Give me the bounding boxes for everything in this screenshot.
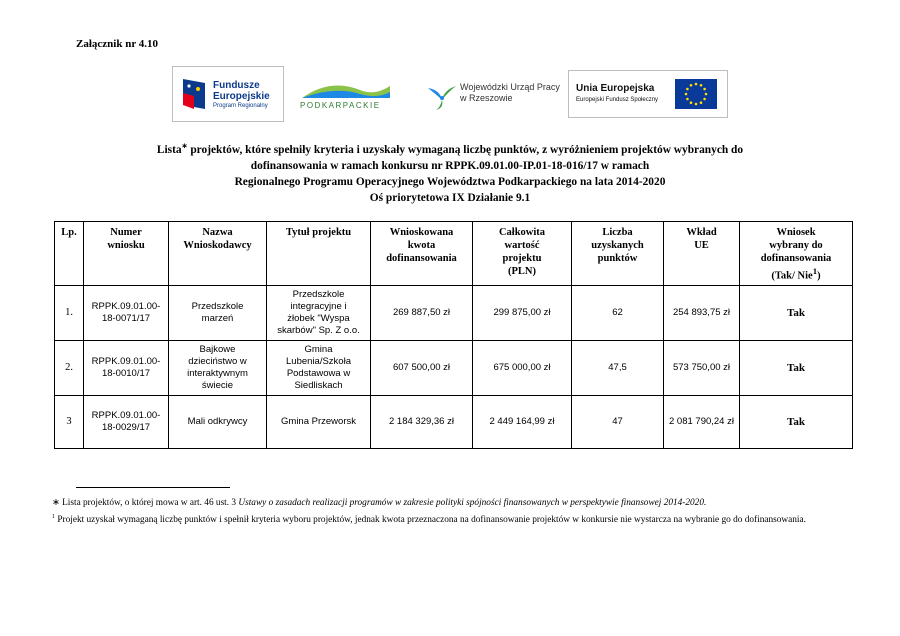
attachment-label: Załącznik nr 4.10 bbox=[76, 38, 159, 50]
header-kwota: Wnioskowana kwota dofinansowania bbox=[371, 222, 473, 286]
cell-tytul: Przedszkole integracyjne i żłobek "Wyspa skarbów" Sp. Z o.o. bbox=[267, 286, 371, 341]
header-numer: Numer wniosku bbox=[84, 222, 169, 286]
cell-wartosc: 299 875,00 zł bbox=[473, 286, 572, 341]
cell-tytul: Gmina Lubenia/Szkoła Podstawowa w Siedliskach bbox=[267, 341, 371, 396]
cell-kwota: 2 184 329,36 zł bbox=[371, 396, 473, 449]
table-row bbox=[55, 341, 853, 396]
header-punkty: Liczba uzyskanych punktów bbox=[572, 222, 664, 286]
cell-lp: 1. bbox=[55, 286, 84, 341]
fundusze-europejskie-logo bbox=[172, 66, 284, 122]
cell-wklad: 573 750,00 zł bbox=[664, 341, 740, 396]
cell-tytul: Gmina Przeworsk bbox=[267, 396, 371, 449]
cell-wartosc: 675 000,00 zł bbox=[473, 341, 572, 396]
cell-numer: RPPK.09.01.00- 18-0010/17 bbox=[84, 341, 169, 396]
title-line3: Regionalnego Programu Operacyjnego Województwa Podkarpackiego na lata 2014-2020 bbox=[234, 175, 666, 188]
cell-punkty: 62 bbox=[572, 286, 664, 341]
cell-lp: 3 bbox=[55, 396, 84, 449]
fe-line2: Europejskie bbox=[213, 91, 270, 102]
podkarpackie-text: PODKARPACKIE bbox=[300, 101, 381, 110]
wup-line1: Wojewódzki Urząd Pracy bbox=[460, 82, 560, 92]
footnote-separator bbox=[76, 487, 230, 488]
title-line1-b: projektów, które spełniły kryteria i uzyskały wymaganą liczbę punktów, z wyróżnieniem projektów wybranych do bbox=[187, 143, 744, 156]
document-title bbox=[60, 138, 840, 206]
cell-punkty: 47,5 bbox=[572, 341, 664, 396]
ue-line2: Europejski Fundusz Społeczny bbox=[576, 97, 659, 103]
fe-flag-icon bbox=[181, 77, 207, 111]
title-line2: dofinansowania w ramach konkursu nr RPPK.09.01.00-IP.01-18-016/17 w ramach bbox=[250, 159, 650, 172]
cell-nazwa: Przedszkole marzeń bbox=[169, 286, 267, 341]
title-line1-a: Lista bbox=[156, 143, 182, 156]
cell-lp: 2. bbox=[55, 341, 84, 396]
wup-bird-icon bbox=[426, 80, 458, 112]
podkarpackie-logo bbox=[300, 80, 392, 114]
table-row bbox=[55, 396, 853, 449]
ue-line1: Unia Europejska bbox=[576, 83, 655, 94]
footnote-2: $^1$ Projekt uzyskał wymaganą liczbę punktów i spełnił kryteria wyboru projektów, jednak kwota przeznaczona na dofinansowanie projektów w konkursie nie wystarcza na wybranie go do dofinansowania. bbox=[52, 514, 806, 526]
table-header-row bbox=[55, 222, 853, 286]
cell-punkty: 47 bbox=[572, 396, 664, 449]
logo-bar bbox=[0, 66, 900, 124]
table-row bbox=[55, 286, 853, 341]
header-nazwa: Nazwa Wnioskodawcy bbox=[169, 222, 267, 286]
cell-nazwa: Mali odkrywcy bbox=[169, 396, 267, 449]
header-wartosc: Całkowita wartość projektu (PLN) bbox=[473, 222, 572, 286]
fe-line1: Fundusze bbox=[213, 80, 260, 91]
header-lp: Lp. bbox=[55, 222, 84, 286]
projects-table bbox=[54, 221, 853, 449]
title-footnote-mark: ∗ bbox=[181, 142, 188, 150]
cell-numer: RPPK.09.01.00- 18-0029/17 bbox=[84, 396, 169, 449]
wup-rzeszow-logo bbox=[426, 78, 568, 114]
header-wklad: Wkład UE bbox=[664, 222, 740, 286]
header-tytul: Tytuł projektu bbox=[267, 222, 371, 286]
unia-europejska-logo bbox=[568, 70, 728, 118]
cell-kwota: 607 500,00 zł bbox=[371, 341, 473, 396]
cell-decyzja: Tak bbox=[740, 341, 853, 396]
podkarpackie-hills-icon bbox=[300, 80, 392, 100]
wup-line2: w Rzeszowie bbox=[460, 93, 513, 103]
fe-line3: Program Regionalny bbox=[213, 103, 268, 109]
footnote-1: ∗ Lista projektów, o której mowa w art. 46 ust. 3 Ustawy o zasadach realizacji programów w zakresie polityki spójności finansowanych w perspektywie finansowej 2014-2020. bbox=[52, 498, 707, 508]
header-wniosek: Wniosek wybrany do dofinansowania (Tak/ Nie$^1$) bbox=[740, 222, 853, 286]
cell-wklad: 2 081 790,24 zł bbox=[664, 396, 740, 449]
cell-nazwa: Bajkowe dzieciństwo w interaktywnym świecie bbox=[169, 341, 267, 396]
cell-numer: RPPK.09.01.00- 18-0071/17 bbox=[84, 286, 169, 341]
cell-decyzja: Tak bbox=[740, 396, 853, 449]
title-line4: Oś priorytetowa IX Działanie 9.1 bbox=[369, 191, 531, 204]
cell-wklad: 254 893,75 zł bbox=[664, 286, 740, 341]
cell-decyzja: Tak bbox=[740, 286, 853, 341]
cell-wartosc: 2 449 164,99 zł bbox=[473, 396, 572, 449]
eu-flag-icon bbox=[675, 79, 717, 109]
footnotes bbox=[52, 497, 842, 528]
cell-kwota: 269 887,50 zł bbox=[371, 286, 473, 341]
